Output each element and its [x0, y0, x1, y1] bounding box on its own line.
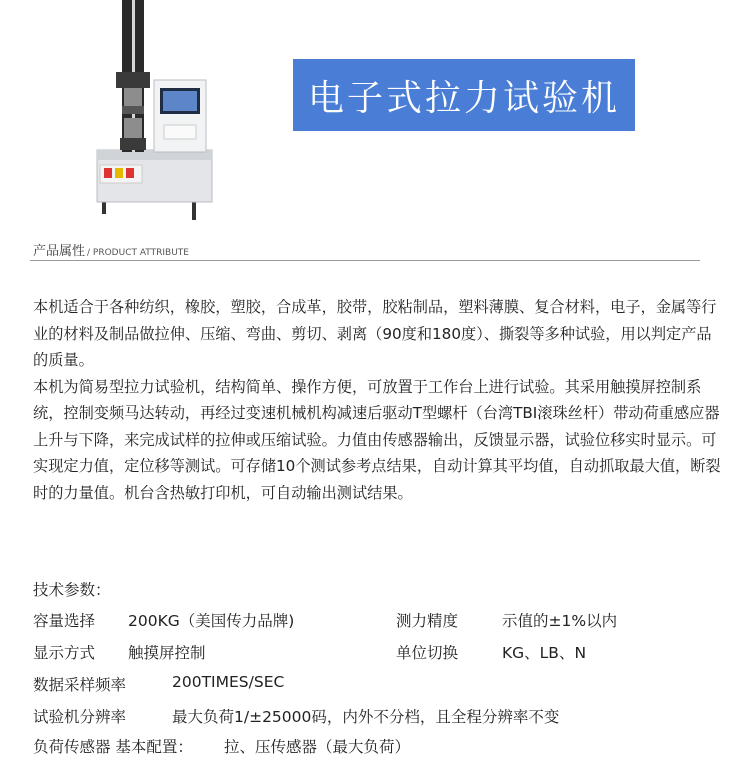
hero-banner	[0, 0, 750, 235]
tensile-machine-image	[92, 0, 224, 230]
spec-value-display: 触摸屏控制	[128, 644, 206, 662]
description-paragraph-1: 本机适合于各种纺织，橡胶，塑胶，合成革，胶带，胶粘制品，塑料薄膜、复合材料，电子，金属等行业的材料及制品做拉伸、压缩、弯曲、剪切、剥离（90度和180度）、撕裂等多种试验，用以判定产品的质量。	[33, 298, 717, 369]
spec-label-unit: 单位切换	[396, 644, 459, 662]
spec-value-unit: KG、LB、N	[502, 644, 587, 662]
attribute-label-en: / PRODUCT ATTRIBUTE	[87, 248, 189, 258]
spec-value-sensor: 拉、压传感器（最大负荷）	[224, 738, 411, 756]
spec-value-accuracy: 示值的±1%以内	[502, 612, 618, 630]
product-attribute-heading	[33, 240, 189, 259]
product-title: 电子式拉力试验机	[293, 59, 635, 131]
divider	[30, 260, 700, 261]
description-paragraph-2: 本机为简易型拉力试验机，结构简单、操作方便，可放置于工作台上进行试验。其采用触摸屏控制系统，控制变频马达转动，再经过变速机械机构减速后驱动T型螺杆（台湾TBI滚珠丝杆）带动荷重感应器上升与下降，来完成试样的拉伸或压缩试验。力值由传感器输出，反馈显示器，试验位移实时显示。可实现定力值，定位移等测试。可存储10个测试参考点结果，自动计算其平均值，自动抓取最大值，断裂时的力量值。机台含热敏打印机，可自动输出测试结果。	[33, 377, 721, 502]
attribute-label-cn: 产品属性	[33, 244, 86, 259]
spec-value-sampling: 200TIMES/SEC	[172, 673, 285, 691]
spec-label-resolution: 试验机分辨率	[33, 708, 127, 726]
description	[33, 294, 723, 506]
spec-label-sensor: 负荷传感器 基本配置：	[33, 738, 193, 756]
tech-params-title: 技术参数：	[33, 581, 111, 599]
spec-label-display: 显示方式	[33, 644, 96, 662]
spec-value-capacity: 200KG（美国传力品牌)	[128, 612, 295, 630]
spec-value-resolution: 最大负荷1/±25000码，内外不分档，且全程分辨率不变	[172, 708, 560, 726]
spec-label-sampling: 数据采样频率	[33, 676, 127, 694]
spec-label-accuracy: 测力精度	[396, 612, 459, 630]
spec-label-capacity: 容量选择	[33, 612, 96, 630]
